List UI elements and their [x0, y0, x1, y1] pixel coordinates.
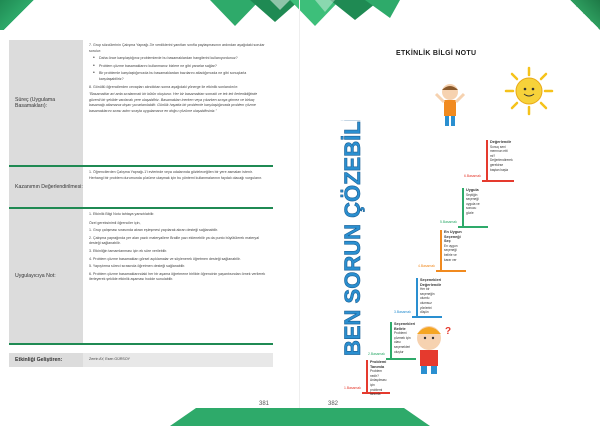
sun-icon [504, 66, 554, 116]
note-item: 6. Problem çözme basamaklarındaki her bir aşama öğretmene birlikte öğrencinin yaşantısından örnek verilerek ilerleyerek şekilde etkinlik aşaması hodde sunulabilir. [89, 271, 266, 282]
row-label: Uygulayıcıya Not: [9, 209, 83, 343]
step-text: En uygun seçeneği belirle ve karar ver [444, 243, 458, 262]
main-vertical-title [330, 120, 370, 360]
step-description [390, 322, 416, 358]
question-bullet: • Daha önce karşılaştığınız problemlerde bu basamaklardan hangilerini kullanıyordunuz? [89, 56, 267, 62]
process-step-8: 8. Gönüllü öğrencilerden cevapları alındıktan sonra aşağıdaki yönerge ile etkinlik sonlandırılır: [89, 84, 239, 89]
question-bullet: • Bir problemle karşılaştığımızda bu basamaklardan bazılarını atladığımızda ne gibi sonuçlarla karşılaşabiliriz? [89, 71, 267, 82]
developer-names: Zerrin AY, Esen GÜRSOY [89, 357, 131, 362]
step-title: Problemi Tanımla [370, 360, 387, 369]
step-title: Seçenekleri Belirle [394, 322, 416, 331]
happy-child-illustration [430, 80, 470, 130]
table-row-notes [9, 209, 273, 343]
table-row-assessment [9, 167, 273, 207]
step-description [440, 230, 462, 270]
bottom-decoration [170, 408, 430, 426]
step-text: Problem nedir? Anlaşılması için problemi tanımla [370, 369, 387, 397]
main-title-text: BEN SORUN ÇÖZEBİLİRİM [340, 120, 365, 356]
step-description [366, 360, 387, 397]
note-item: 5. Yapıştırma süreci sırasında öğretmen desteği sağlanabilir. [89, 264, 186, 269]
step-number-label: 1.Basamak [344, 386, 361, 390]
row-body [83, 209, 273, 343]
step-title: En Uygun Seçeneği Seç [444, 230, 462, 244]
row-body [83, 353, 273, 367]
top-right-decoration [570, 0, 600, 30]
row-label: Süreç (Uygulama Basamakları): [9, 40, 83, 165]
process-step-7: 7. Grup sözcülerinin Çalışma Yaprağı-3'e verdiklerini yanıtları sınıfla paylaşmasının ardından aşağıdaki sorular sorulur: [89, 43, 265, 53]
closing-instruction: "Basamaklar art arda sıralanmak bir bütün oluşturur. Her bir basamaktan sonraki ve tek tek ilerlenildiğinde güvenli bir şekilde varılacak yere ulaşabiliriz. Basamakları inerken veya çıkarken sıraya girmez ve birkaç basamağı atlamanız dışarı yuvarlanılabilir. Günlük hayatta bir problemle karşılaştığınızda problem çözme basamaklarını sırası adım sırayla uygulamanız en doğru çözüme ulaşabilirsiniz." [89, 92, 258, 113]
page-divider [299, 0, 300, 426]
row-body [83, 167, 273, 207]
stair-step-line [386, 358, 416, 360]
step-title: Uygula [466, 188, 479, 192]
stair-step-line [458, 226, 488, 228]
step-number-label: 4.Basamak [418, 264, 435, 268]
step-title: Değerlendir [490, 140, 512, 144]
row-label: Kazanımın Değerlendirilmesi: [9, 167, 83, 207]
row-body [83, 40, 273, 165]
step-text: Seçtiğin seçeneği uygula ve sonucu gözle [466, 192, 480, 215]
assessment-item: 1. Öğrencilerden Çalışma Yaprağı-1'i evlerinde veya odalarında gözleleceğilen bir yere asmaları istenir. Herhangi bir problem durumunda çözüme ulaşmak için bu yöntemi kullanmalarının faydalı olacağı vurgulanır. [89, 170, 262, 180]
step-text: Problemi çözmek için olası seçenekleri oluştur [394, 331, 411, 354]
stair-step-line [482, 180, 514, 182]
note-item: Özel gereksinimli öğrenciler için, [89, 220, 141, 225]
stair-step-line [412, 316, 442, 318]
step-number-label: 5.Basamak [440, 220, 457, 224]
step-description [486, 140, 513, 180]
table-row-process [9, 40, 273, 165]
page-number-left: 381 [259, 401, 270, 407]
row-label: Etkinliği Geliştiren: [9, 353, 83, 367]
step-text: Her bir seçeneğin olumlu olumsuz yönlerini düşün [420, 287, 435, 315]
step-title: Seçenekleri Değerlendir [420, 278, 442, 287]
note-item: 1. Grup çalışması sırasında akran eşleşmesi yapılarak akran desteği sağlanabilir. [89, 228, 219, 233]
step-text: Sonuç seni memnun etti mi? Değerlendirerek gerekirse baştan başla [490, 144, 513, 172]
thinking-child-illustration [405, 320, 460, 375]
activity-table [9, 40, 273, 363]
step-description [462, 188, 484, 226]
step-number-label: 3.Basamak [394, 310, 411, 314]
note-item: 2. Çalışma yaprağında yer alan yazılı materyallere Braille yazı eklenebilir ya da punto büyütülerek materyal desteği sağlanabilir. [89, 235, 259, 246]
note-item: 3. Etkinliğin tamamlanması için ek süre verilebilir. [89, 248, 168, 253]
page-number-right: 382 [328, 401, 339, 407]
row-separator [9, 343, 273, 345]
info-note-title: ETKİNLİK BİLGİ NOTU [396, 50, 477, 57]
step-description [416, 278, 442, 316]
step-number-label: 6.Basamak [464, 174, 481, 178]
svg-text:?: ? [445, 326, 452, 337]
step-number-label: 2.Basamak [368, 352, 385, 356]
stair-step-line [436, 270, 466, 272]
note-item: 1. Etkinlik Bilgi Notu tahtaya yansıtılabilir. [89, 212, 155, 216]
question-bullet: • Problem çözme basamaklarını kullanmanız bizlere ne gibi yararlar sağlar? [89, 64, 267, 70]
table-row-developers [9, 353, 273, 367]
left-page [0, 0, 298, 426]
note-item: 4. Problem çözme basamakları görsel açıklamalar ve söylenerek öğretmen desteği sağlanabilir. [89, 256, 241, 261]
